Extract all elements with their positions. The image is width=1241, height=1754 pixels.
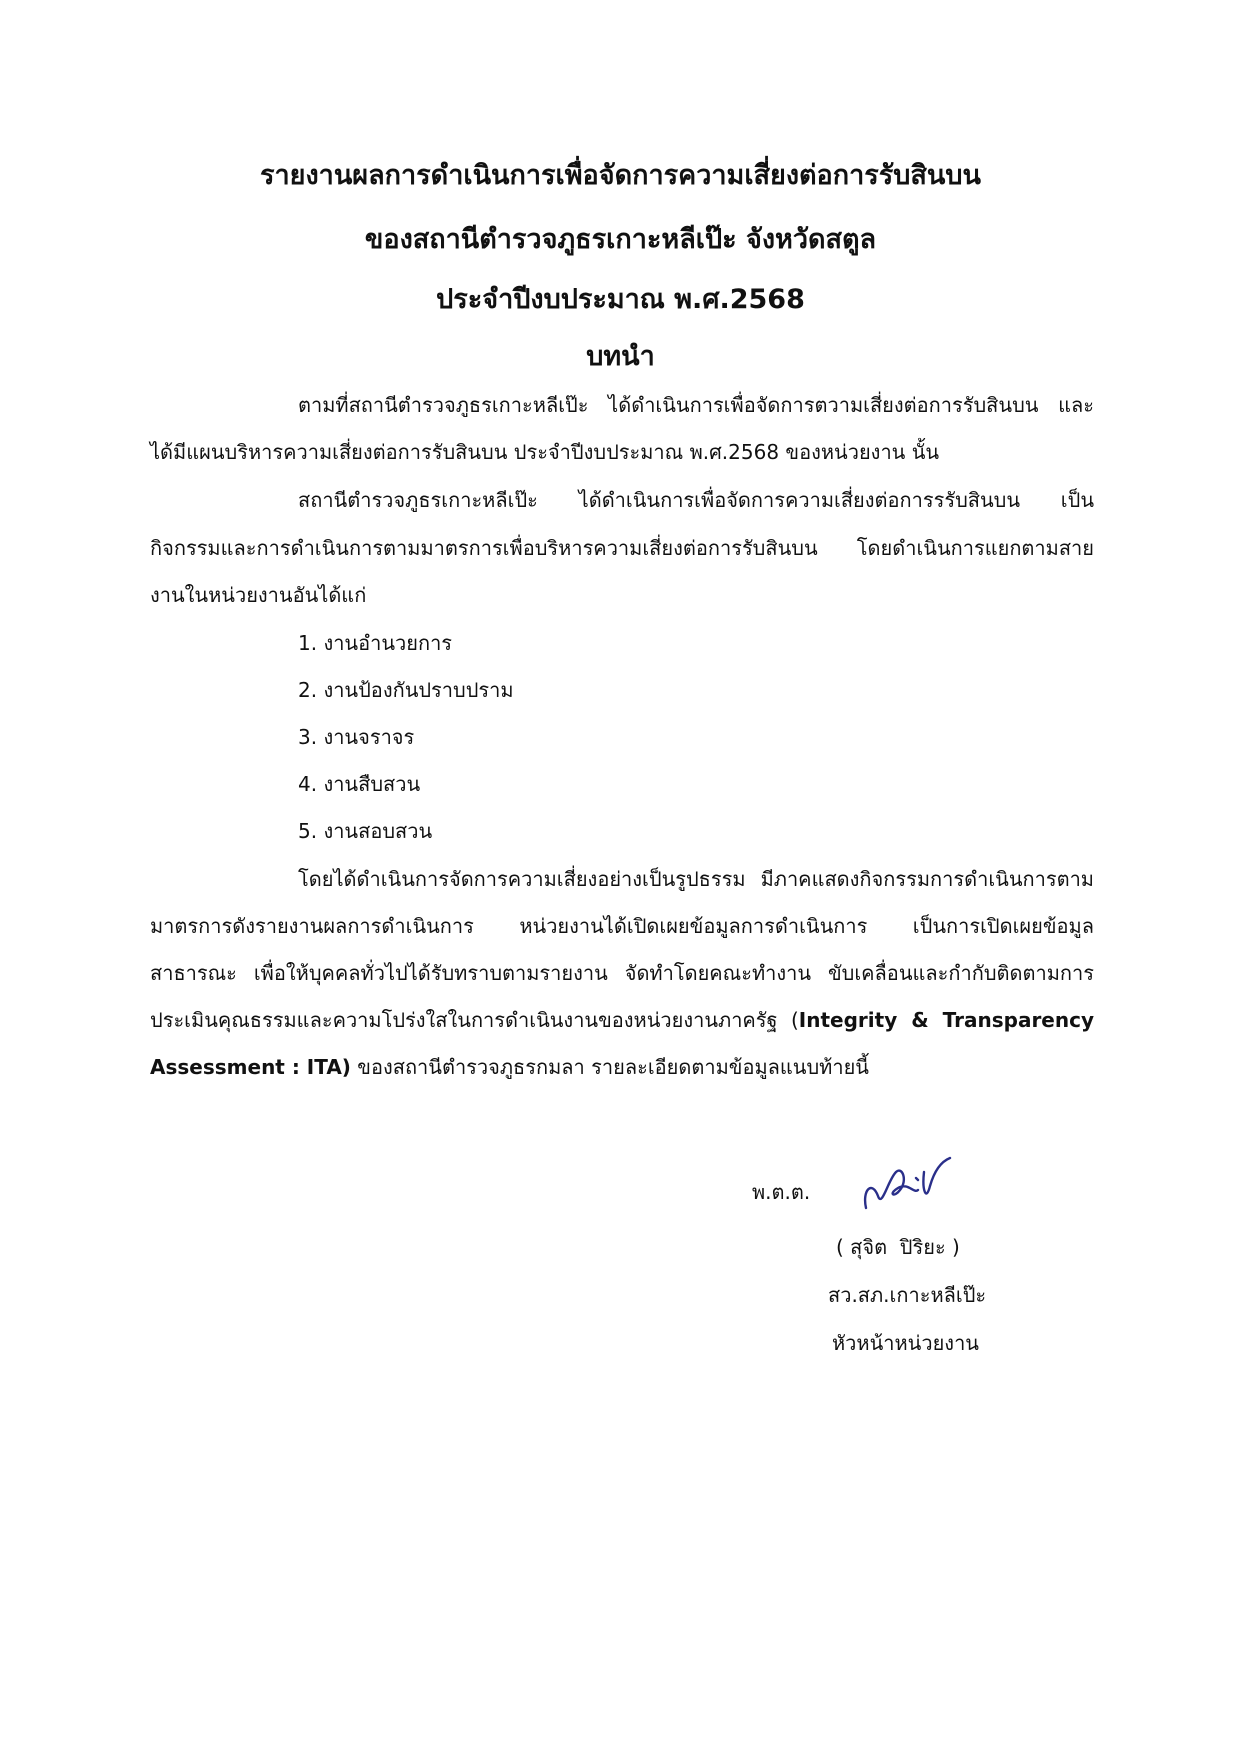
list-item: 5. งานสอบสวน — [298, 819, 433, 843]
para3-line-2: มาตรการดังรายงานผลการดำเนินการ หน่วยงานได้เปิดเผยข้อมูลการดำเนินการ เป็นการเปิดเผยข้อมูล — [150, 914, 1094, 938]
title-line-3: ประจำปีงบประมาณ พ.ศ.2568 — [436, 284, 805, 315]
para3-line-3: สาธารณะ เพื่อให้บุคคลทั่วไปได้รับทราบตามรายงาน จัดทำโดยคณะทำงาน ขับเคลื่อนและกำกับติดตามการ — [150, 961, 1094, 985]
list-item: 3. งานจราจร — [298, 725, 415, 749]
title-line-1: รายงานผลการดำเนินการเพื่อจัดการความเสี่ยงต่อการรับสินบน — [260, 160, 981, 191]
para3-line-5-text: ของสถานีตำรวจภูธรกมลา รายละเอียดตามข้อมูลแนบท้ายนี้ — [350, 1055, 869, 1079]
para2-line-3: งานในหน่วยงานอันได้แก่ — [150, 583, 367, 607]
para3-english-term-2: Assessment : ITA) — [150, 1055, 351, 1079]
para3-line-1: โดยได้ดำเนินการจัดการความเสี่ยงอย่างเป็นรูปธรรม มีภาคแสดงกิจกรรมการดำเนินการตาม — [298, 867, 1094, 891]
signatory-name: ( สุจิต ปิริยะ ) — [836, 1235, 960, 1259]
signatory-role: หัวหน้าหน่วยงาน — [832, 1331, 979, 1355]
handwritten-signature — [858, 1150, 958, 1220]
para1-line-2: ได้มีแผนบริหารความเสี่ยงต่อการรับสินบน ประจำปีงบประมาณ พ.ศ.2568 ของหน่วยงาน นั้น — [150, 440, 940, 464]
title-line-2: ของสถานีตำรวจภูธรเกาะหลีเป๊ะ จังหวัดสตูล — [364, 224, 877, 255]
list-item: 2. งานป้องกันปราบปราม — [298, 678, 514, 702]
list-item: 4. งานสืบสวน — [298, 772, 421, 796]
list-item: 1. งานอำนวยการ — [298, 631, 453, 655]
para2-line-2: กิจกรรมและการดำเนินการตามมาตรการเพื่อบริหารความเสี่ยงต่อการรับสินบน โดยดำเนินการแยกตามสาย — [150, 536, 1094, 560]
signatory-position: สว.สภ.เกาะหลีเป๊ะ — [828, 1283, 987, 1307]
para3-english-term-1: Integrity & Transparency — [798, 1008, 1095, 1032]
para3-line-5 — [150, 1052, 869, 1082]
para1-line-1: ตามที่สถานีตำรวจภูธรเกาะหลีเป๊ะ ได้ดำเนินการเพื่อจัดการตวามเสี่ยงต่อการรับสินบน และ — [298, 393, 1094, 417]
signature-rank: พ.ต.ต. — [752, 1180, 811, 1204]
para2-line-1: สถานีตำรวจภูธรเกาะหลีเป๊ะ ได้ดำเนินการเพื่อจัดการความเสี่ยงต่อการรรับสินบน เป็น — [298, 488, 1094, 512]
section-heading: บทนำ — [586, 341, 655, 372]
para3-line-4 — [150, 1005, 1094, 1035]
para3-line-4-text: ประเมินคุณธรรมและความโปร่งใสในการดำเนินงานของหน่วยงานภาครัฐ ( — [150, 1008, 799, 1032]
